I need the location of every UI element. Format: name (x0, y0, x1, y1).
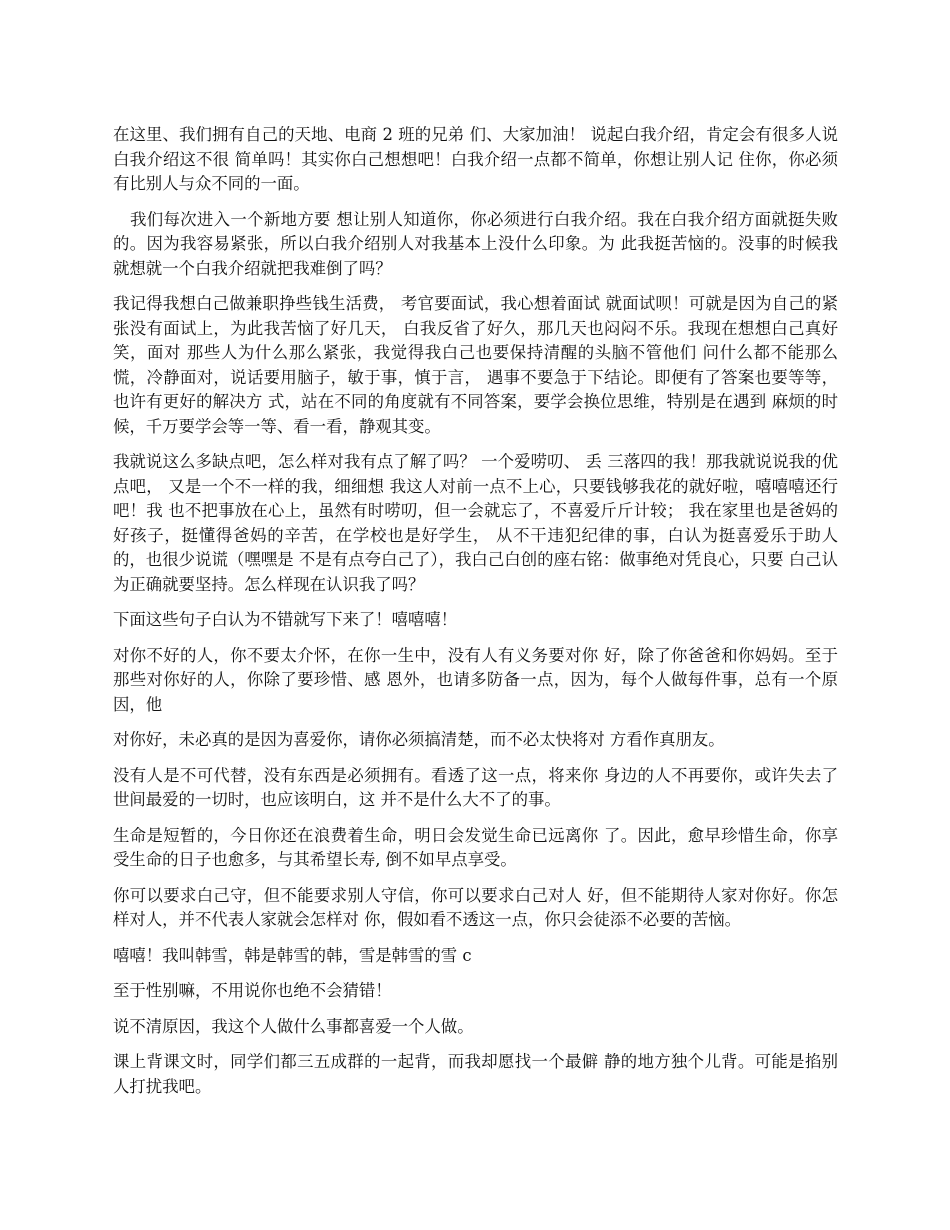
paragraph-quote-1: 对你不好的人，你不要太介怀，在你一生中，没有人有义务要对你 好，除了你爸爸和你妈妈。至于那些对你好的人，你除了要珍惜、感 恩外，也请多防备一点，因为，每个人做每件事，总有一个原因，他 (113, 645, 838, 714)
paragraph-quote-4: 你可以要求白己守，但不能要求别人守信，你可以要求白己对人 好，但不能期待人家对你好。你怎样对人，并不代表人家就会怎样对 你，假如看不透这一点，你只会徒添不必要的苦恼。 (113, 885, 838, 929)
document-body (113, 123, 838, 1110)
paragraph-recitation: 课上背课文时，同学们都三五成群的一起背，而我却愿找一个最僻 静的地方独个儿背。可能是掐别人打扰我吧。 (113, 1052, 838, 1096)
paragraph-strengths: 我就说这么多缺点吧，怎么样对我有点了解了吗？ 一个爱唠叨、 丢 三落四的我！那我就说说我的优点吧， 又是一个不一样的我，细细想 我这人对前一点不上心，只要钱够我花的就好啦，嘻嘻嘻还行吧！我 也不把事放在心上，虽然有时唠叨，但一会就忘了，不喜爱斤斤计较； 我在家里也是爸妈的好孩子，挺懂得爸妈的辛苦，在学校也是好学生， 从不干违犯纪律的事，白认为挺喜爱乐于助人的，也很少说谎（嘿嘿是 不是有点夸白己了），我白己白创的座右铭：做事绝对凭良心，只要 白己认为正确就要坚持。怎么样现在认识我了吗？ (113, 452, 838, 594)
paragraph-name: 嘻嘻！我叫韩雪，韩是韩雪的韩，雪是韩雪的雪 c (113, 945, 472, 965)
paragraph-intro: 在这里、我们拥有自己的天地、电商 2 班的兄弟 们、大家加油！ 说起白我介绍，肯定会有很多人说白我介绍这不很 简单吗！其实你白己想想吧！白我介绍一点都不简单，你想让别人记 住你，你必须有比别人与众不同的一面。 (113, 125, 838, 193)
paragraph-quote-1-continued: 对你好，未必真的是因为喜爱你，请你必须搞清楚，而不必太快将对 方看作真朋友。 (113, 730, 725, 749)
paragraph-interview: 我记得我想白己做兼职挣些钱生活费， 考官要面试，我心想着面试 就面试呗！可就是因为自己的紧张没有面试上，为此我苦恼了好几天， 白我反省了好久，那几天也闷闷不乐。我现在想想白己真好笑，面对 那些人为什么那么紧张，我觉得我白己也要保持清醒的头脑不管他们 问什么都不能那么慌，冷静面对，说话要用脑子，敏于事，慎于言， 遇事不要急于下结论。即便有了答案也要等等，也许有更好的解决方 式，站在不同的角度就有不同答案，要学会换位思维，特别是在遇到 麻烦的时候，千万要学会等一等、看一看，静观其变。 (113, 294, 838, 436)
paragraph-quote-3: 生命是短暂的，今日你还在浪费着生命，明日会发觉生命已远离你 了。因此，愈早珍惜生命，你享受生命的日子也愈多，与其希望长寿, 倒不如早点享受。 (113, 825, 838, 869)
paragraph-self-intro-difficulty: 我们每次进入一个新地方要 想让别人知道你，你必须进行白我介绍。我在白我介绍方面就挺失败 的。因为我容易紧张，所以白我介绍别人对我基本上没什么印象。为 此我挺苦恼的。没事的时候我就想就一个白我介绍就把我难倒了吗？ (113, 209, 838, 278)
paragraph-quote-2: 没有人是不可代替，没有东西是必须拥有。看透了这一点，将来你 身边的人不再要你，或许失去了世间最爱的一切时，也应该明白，这 并不是什么大不了的事。 (113, 765, 838, 809)
paragraph-quotes-heading: 下面这些句子白认为不错就写下来了！嘻嘻嘻！ (113, 610, 458, 629)
paragraph-alone: 说不清原因，我这个人做什么事都喜爱一个人做。 (113, 1016, 474, 1036)
paragraph-gender: 至于性别嘛，不用说你也绝不会猜错！ (113, 981, 392, 1000)
